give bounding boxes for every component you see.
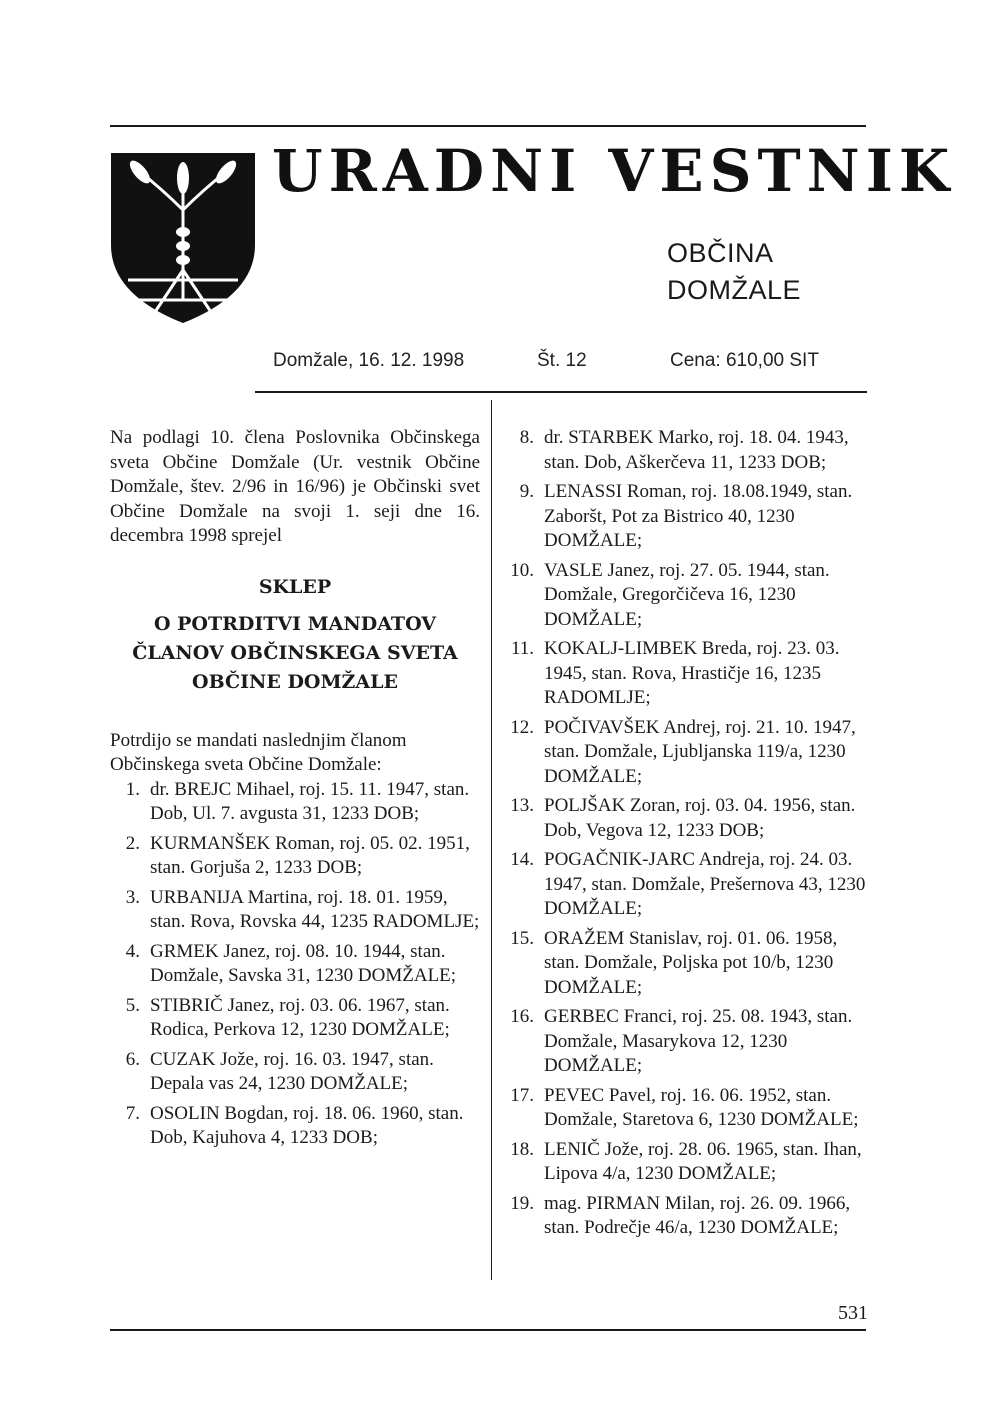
member-entry-text: POČIVAVŠEK Andrej, roj. 21. 10. 1947, stan. Domžale, Ljubljanska 119/a, 1230 DOMŽALE; — [544, 716, 856, 787]
member-entry-text: VASLE Janez, roj. 27. 05. 1944, stan. Domžale, Gregorčičeva 16, 1230 DOMŽALE; — [544, 559, 830, 630]
member-entry-text: STIBRIČ Janez, roj. 03. 06. 1967, stan. Rodica, Perkova 12, 1230 DOMŽALE; — [150, 994, 450, 1040]
issue-price: Cena: 610,00 SIT — [670, 350, 819, 371]
member-number: 6. — [125, 1048, 140, 1070]
footer-rule — [110, 1329, 866, 1331]
page-number: 531 — [838, 1302, 868, 1324]
member-list-item — [110, 778, 480, 827]
municipality-line-2: DOMŽALE — [667, 275, 802, 305]
member-number: 15. — [510, 927, 534, 949]
member-list-item — [504, 426, 874, 475]
member-entry-text: LENASSI Roman, roj. 18.08.1949, stan. Zaboršt, Pot za Bistrico 40, 1230 DOMŽALE; — [544, 481, 853, 551]
member-number: 12. — [510, 716, 534, 738]
member-entry-text: ORAŽEM Stanislav, roj. 01. 06. 1958, stan. Domžale, Poljska pot 10/b, 1230 DOMŽALE; — [544, 927, 838, 998]
member-entry-text: PEVEC Pavel, roj. 16. 06. 1952, stan. Domžale, Staretova 6, 1230 DOMŽALE; — [544, 1084, 859, 1130]
coat-of-arms-icon — [108, 150, 258, 325]
left-column — [110, 426, 480, 1156]
intro-paragraph: Na podlagi 10. člena Poslovnika Občinskega sveta Občine Domžale (Ur. vestnik Občine Domžale, štev. 2/96 in 16/96) je Občinski svet Občine Domžale na svoji 1. seji dne 16. decembra 1998 sprejel — [110, 427, 480, 546]
member-entry-text: CUZAK Jože, roj. 16. 03. 1947, stan. Depala vas 24, 1230 DOMŽALE; — [150, 1048, 434, 1094]
member-list-item — [110, 994, 480, 1043]
member-entry-text: POLJŠAK Zoran, roj. 03. 04. 1956, stan. Dob, Vegova 12, 1233 DOB; — [544, 795, 856, 841]
member-entry-text: URBANIJA Martina, roj. 18. 01. 1959, stan. Rova, Rovska 44, 1235 RADOMLJE; — [150, 886, 480, 932]
member-list-left — [110, 778, 480, 1151]
member-entry-text: POGAČNIK-JARC Andreja, roj. 24. 03. 1947, stan. Domžale, Prešernova 43, 1230 DOMŽALE; — [544, 849, 866, 919]
member-entry-text: dr. BREJC Mihael, roj. 15. 11. 1947, stan. Dob, Ul. 7. avgusta 31, 1233 DOB; — [150, 778, 470, 824]
column-divider — [491, 400, 492, 1280]
municipality-line-1: OBČINA — [667, 238, 774, 268]
decision-subtitle-line: O POTRDITVI MANDATOV — [153, 612, 437, 635]
member-number: 3. — [125, 886, 140, 908]
member-number: 2. — [125, 832, 140, 854]
decision-subtitle-line: OBČINE DOMŽALE — [192, 670, 398, 693]
member-list-item — [504, 794, 874, 843]
member-entry-text: OSOLIN Bogdan, roj. 18. 06. 1960, stan. Dob, Kajuhova 4, 1233 DOB; — [150, 1102, 464, 1148]
member-list-item — [504, 716, 874, 790]
publication-title: URADNI VESTNIK — [272, 137, 956, 205]
decision-subtitle-line: ČLANOV OBČINSKEGA SVETA — [132, 641, 458, 664]
member-list-item — [504, 1084, 874, 1133]
member-number: 10. — [510, 559, 534, 581]
member-list-item — [110, 1102, 480, 1151]
info-top-rule — [255, 326, 867, 327]
member-list-item — [110, 886, 480, 935]
member-entry-text: KURMANŠEK Roman, roj. 05. 02. 1951, stan. Gorjuša 2, 1233 DOB; — [150, 832, 470, 878]
member-list-item — [504, 1192, 874, 1241]
member-number: 14. — [510, 849, 534, 870]
member-number: 17. — [510, 1084, 534, 1106]
member-entry-text: GRMEK Janez, roj. 08. 10. 1944, stan. Domžale, Savska 31, 1230 DOMŽALE; — [150, 940, 457, 986]
member-number: 16. — [510, 1006, 534, 1027]
member-list-item — [504, 559, 874, 633]
member-list-item — [504, 927, 874, 1001]
member-list-item — [504, 637, 874, 711]
top-rule — [110, 125, 866, 127]
decision-heading: SKLEP — [258, 575, 332, 598]
member-number: 5. — [125, 994, 140, 1016]
member-number: 8. — [519, 427, 534, 448]
member-number: 19. — [510, 1192, 534, 1214]
member-list-item — [504, 1005, 874, 1079]
masthead-bottom-rule — [255, 391, 867, 393]
member-list-item — [110, 832, 480, 881]
member-list-item — [110, 940, 480, 989]
member-number: 11. — [510, 638, 534, 659]
member-entry-text: dr. STARBEK Marko, roj. 18. 04. 1943, stan. Dob, Aškerčeva 11, 1233 DOB; — [544, 427, 849, 473]
issue-number: Št. 12 — [537, 350, 587, 371]
member-number: 18. — [510, 1138, 534, 1160]
decision-subtitle — [110, 610, 480, 697]
member-number: 13. — [510, 795, 534, 816]
confirmation-text: Potrdijo se mandati naslednjim članom Občinskega sveta Občine Domžale: — [110, 729, 407, 775]
member-list-item — [504, 848, 874, 922]
member-number: 9. — [519, 481, 534, 502]
member-list-right — [504, 426, 874, 1241]
member-list-item — [504, 1138, 874, 1187]
member-entry-text: mag. PIRMAN Milan, roj. 26. 09. 1966, stan. Podrečje 46/a, 1230 DOMŽALE; — [544, 1192, 851, 1238]
right-column — [504, 426, 874, 1246]
member-list-item — [110, 1048, 480, 1097]
member-entry-text: LENIČ Jože, roj. 28. 06. 1965, stan. Ihan, Lipova 4/a, 1230 DOMŽALE; — [544, 1138, 862, 1184]
member-number: 1. — [125, 778, 140, 800]
issue-place-date: Domžale, 16. 12. 1998 — [273, 350, 465, 371]
member-entry-text: KOKALJ-LIMBEK Breda, roj. 23. 03. 1945, stan. Rova, Hrastičje 16, 1235 RADOMLJE; — [544, 638, 840, 708]
member-entry-text: GERBEC Franci, roj. 25. 08. 1943, stan. Domžale, Masarykova 12, 1230 DOMŽALE; — [544, 1006, 853, 1076]
member-number: 7. — [125, 1102, 140, 1124]
member-list-item — [504, 480, 874, 554]
member-number: 4. — [125, 940, 140, 962]
